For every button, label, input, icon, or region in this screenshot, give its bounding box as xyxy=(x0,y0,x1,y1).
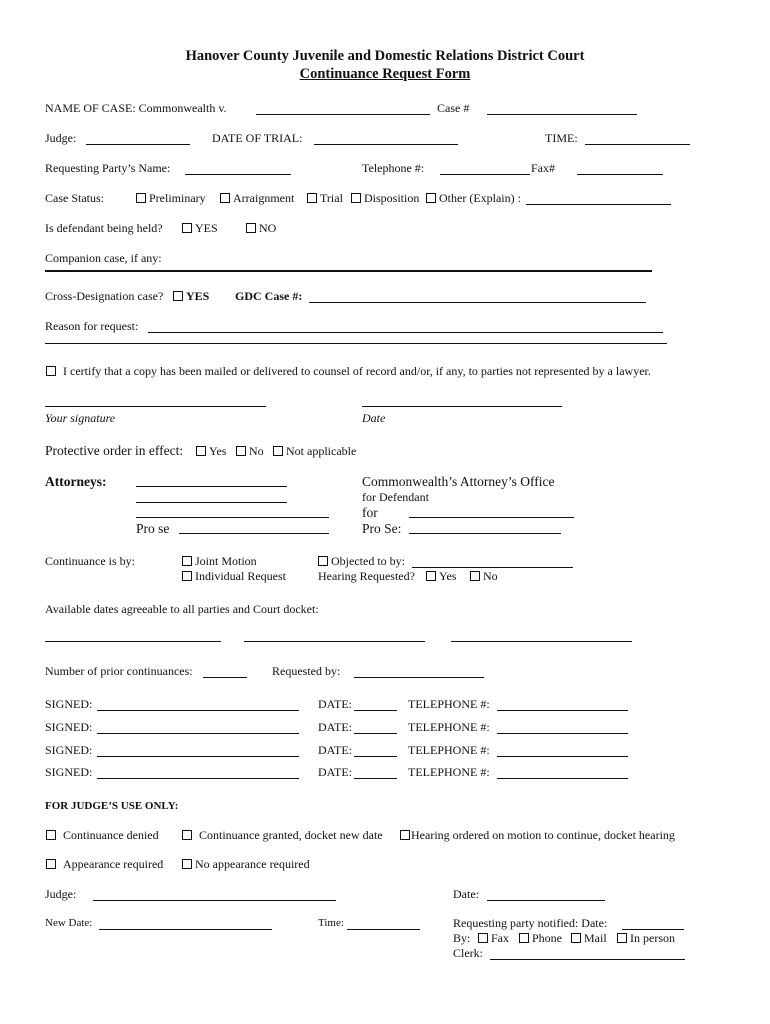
telephone-label: Telephone #: xyxy=(362,161,425,175)
option-label: In person xyxy=(630,931,675,945)
court-title: Hanover County Juvenile and Domestic Relations District Court xyxy=(185,48,585,64)
signature-date-label: Date xyxy=(362,411,386,425)
held-label: Is defendant being held? xyxy=(45,221,163,235)
option-label: No xyxy=(249,444,264,458)
option-label: Yes xyxy=(439,569,457,583)
checkbox[interactable] xyxy=(426,571,436,581)
option-label: NO xyxy=(259,221,277,235)
option-label: No appearance required xyxy=(195,857,310,871)
signed-date-field[interactable] xyxy=(354,745,397,757)
signed-telephone-field[interactable] xyxy=(497,745,628,757)
certify-row[interactable] xyxy=(46,364,651,379)
judge-sign-label: Judge: xyxy=(45,887,77,901)
reason-field-line1[interactable] xyxy=(148,321,663,333)
option-label: Fax xyxy=(491,931,509,945)
signed-field[interactable] xyxy=(97,722,299,734)
signed-field[interactable] xyxy=(97,767,299,779)
attorney-line-3[interactable] xyxy=(136,517,329,518)
judge-date-field[interactable] xyxy=(487,889,605,901)
available-dates-label: Available dates agreeable to all parties and Court docket: xyxy=(45,602,319,616)
pro-se-line[interactable] xyxy=(179,533,329,534)
signed-date-label: DATE: xyxy=(318,720,352,734)
gdc-case-label: GDC Case #: xyxy=(235,289,303,303)
form-title-text: Continuance Request Form xyxy=(299,66,471,82)
pro-se-label: Pro se xyxy=(136,521,170,536)
option-label: Yes xyxy=(209,444,227,458)
status-arraignment[interactable] xyxy=(220,191,294,206)
option-label: Joint Motion xyxy=(195,554,257,568)
by-in-person[interactable] xyxy=(617,931,675,946)
new-date-label: New Date: xyxy=(45,917,93,929)
available-date-3[interactable] xyxy=(451,641,632,642)
form-title xyxy=(0,66,770,83)
attorneys-label: Attorneys: xyxy=(45,474,107,489)
for-label: for xyxy=(362,505,378,520)
no-appearance-required[interactable] xyxy=(182,857,310,872)
gdc-case-field[interactable] xyxy=(309,291,646,303)
trial-date-label: DATE OF TRIAL: xyxy=(212,131,303,145)
party-notified-label: Requesting party notified: Date: xyxy=(453,916,608,930)
checkbox[interactable] xyxy=(46,366,56,376)
for-defendant-label: for Defendant xyxy=(362,490,429,504)
case-number-label: Case # xyxy=(437,101,470,115)
case-status-label: Case Status: xyxy=(45,191,104,205)
joint-motion[interactable] xyxy=(182,554,257,569)
signed-label: SIGNED: xyxy=(45,720,93,734)
by-mail[interactable] xyxy=(571,931,607,946)
checkbox[interactable] xyxy=(182,223,192,233)
cross-yes[interactable] xyxy=(173,289,209,304)
checkbox[interactable] xyxy=(478,933,488,943)
checkbox[interactable] xyxy=(182,830,192,840)
by-fax[interactable] xyxy=(478,931,509,946)
checkbox[interactable] xyxy=(236,446,246,456)
signature-label: Your signature xyxy=(45,411,116,425)
continuance-by-label: Continuance is by: xyxy=(45,554,135,568)
status-trial[interactable] xyxy=(307,191,343,206)
telephone-field[interactable] xyxy=(440,163,530,175)
companion-rule[interactable] xyxy=(45,270,652,272)
certify-text: I certify that a copy has been mailed or delivered to counsel of record and/or, if any, to parties not represented by a lawyer. xyxy=(63,364,651,378)
option-label: Preliminary xyxy=(149,191,206,205)
signed-label: SIGNED: xyxy=(45,743,93,757)
case-number-field[interactable] xyxy=(487,103,637,115)
available-date-1[interactable] xyxy=(45,641,221,642)
attorney-line-2[interactable] xyxy=(136,502,287,503)
available-date-2[interactable] xyxy=(244,641,425,642)
time-label: TIME: xyxy=(545,131,578,145)
checkbox[interactable] xyxy=(46,859,56,869)
checkbox[interactable] xyxy=(400,830,410,840)
protective-no[interactable] xyxy=(236,444,264,459)
checkbox[interactable] xyxy=(571,933,581,943)
individual-request[interactable] xyxy=(182,569,286,584)
judge-sign-field[interactable] xyxy=(93,889,336,901)
cross-designation-label: Cross-Designation case? xyxy=(45,289,164,303)
signed-telephone-label: TELEPHONE #: xyxy=(408,697,490,711)
pro-se-right-line[interactable] xyxy=(409,533,561,534)
protective-yes[interactable] xyxy=(196,444,226,459)
protective-na[interactable] xyxy=(273,444,356,459)
signed-telephone-field[interactable] xyxy=(497,699,628,711)
signed-date-label: DATE: xyxy=(318,697,352,711)
checkbox[interactable] xyxy=(196,446,206,456)
option-label: Appearance required xyxy=(63,857,164,871)
option-label: Trial xyxy=(320,191,343,205)
signature-line[interactable] xyxy=(45,406,266,407)
ca-office-label: Commonwealth’s Attorney’s Office xyxy=(362,474,555,489)
option-label: Phone xyxy=(532,931,562,945)
new-date-field[interactable] xyxy=(99,918,272,930)
checkbox[interactable] xyxy=(173,291,183,301)
option-label: Continuance granted, docket new date xyxy=(199,828,383,842)
hearing-no[interactable] xyxy=(470,569,498,584)
name-of-case-field[interactable] xyxy=(256,103,430,115)
checkbox[interactable] xyxy=(136,193,146,203)
other-explain-field[interactable] xyxy=(526,193,671,205)
appearance-required[interactable] xyxy=(46,857,163,872)
held-yes[interactable] xyxy=(182,221,218,236)
option-label: Continuance denied xyxy=(63,828,159,842)
clerk-label: Clerk: xyxy=(453,946,483,960)
option-label: Mail xyxy=(584,931,607,945)
hearing-yes[interactable] xyxy=(426,569,456,584)
option-label: Hearing ordered on motion to continue, docket hearing xyxy=(411,828,675,842)
signed-telephone-field[interactable] xyxy=(497,722,628,734)
option-label: Not applicable xyxy=(286,444,357,458)
signed-field[interactable] xyxy=(97,699,299,711)
protective-order-label: Protective order in effect: xyxy=(45,443,184,458)
name-of-case-label: NAME OF CASE: Commonwealth v. xyxy=(45,101,227,115)
reason-field-line2[interactable] xyxy=(45,343,667,344)
checkbox[interactable] xyxy=(182,571,192,581)
notified-by-label: By: xyxy=(453,931,471,945)
fax-field[interactable] xyxy=(577,163,663,175)
objected-to-field[interactable] xyxy=(412,556,573,568)
checkbox[interactable] xyxy=(519,933,529,943)
checkbox[interactable] xyxy=(426,193,436,203)
companion-label: Companion case, if any: xyxy=(45,251,162,265)
checkbox[interactable] xyxy=(220,193,230,203)
fax-label: Fax# xyxy=(531,161,555,175)
option-label: No xyxy=(483,569,498,583)
option-label: Arraignment xyxy=(233,191,295,205)
checkbox[interactable] xyxy=(318,556,328,566)
attorney-line-1[interactable] xyxy=(136,486,287,487)
signed-label: SIGNED: xyxy=(45,765,93,779)
trial-date-field[interactable] xyxy=(314,133,458,145)
requesting-party-label: Requesting Party’s Name: xyxy=(45,161,171,175)
signed-telephone-label: TELEPHONE #: xyxy=(408,743,490,757)
status-preliminary[interactable] xyxy=(136,191,206,206)
judge-label: Judge: xyxy=(45,131,77,145)
reason-label: Reason for request: xyxy=(45,319,139,333)
continuance-granted[interactable] xyxy=(182,828,383,843)
party-notified-date-field[interactable] xyxy=(622,918,684,930)
new-time-label: Time: xyxy=(318,917,344,929)
judge-use-heading: FOR JUDGE’S USE ONLY: xyxy=(45,800,179,812)
requesting-party-field[interactable] xyxy=(185,163,291,175)
option-label: Other (Explain) : xyxy=(439,191,521,205)
signed-date-field[interactable] xyxy=(354,767,397,779)
signed-date-label: DATE: xyxy=(318,765,352,779)
time-field[interactable] xyxy=(585,133,690,145)
checkbox[interactable] xyxy=(46,830,56,840)
prior-continuances-label: Number of prior continuances: xyxy=(45,664,193,678)
for-line[interactable] xyxy=(409,517,574,518)
checkbox[interactable] xyxy=(470,571,480,581)
checkbox[interactable] xyxy=(246,223,256,233)
checkbox[interactable] xyxy=(617,933,627,943)
signed-date-field[interactable] xyxy=(354,699,397,711)
judge-field[interactable] xyxy=(86,133,190,145)
held-no[interactable] xyxy=(246,221,276,236)
status-other[interactable] xyxy=(426,191,521,206)
signed-telephone-label: TELEPHONE #: xyxy=(408,720,490,734)
signed-date-label: DATE: xyxy=(318,743,352,757)
checkbox[interactable] xyxy=(182,556,192,566)
prior-continuances-field[interactable] xyxy=(203,666,247,678)
objected-to[interactable] xyxy=(318,554,405,569)
option-label: YES xyxy=(195,221,218,235)
requested-by-label: Requested by: xyxy=(272,664,341,678)
pro-se-right-label: Pro Se: xyxy=(362,521,402,536)
continuance-denied[interactable] xyxy=(46,828,159,843)
option-label: Individual Request xyxy=(195,569,286,583)
option-label: YES xyxy=(186,289,210,303)
option-label: Disposition xyxy=(364,191,420,205)
signed-telephone-label: TELEPHONE #: xyxy=(408,765,490,779)
clerk-field[interactable] xyxy=(490,948,685,960)
checkbox[interactable] xyxy=(273,446,283,456)
signed-date-field[interactable] xyxy=(354,722,397,734)
checkbox[interactable] xyxy=(307,193,317,203)
signed-telephone-field[interactable] xyxy=(497,767,628,779)
hearing-requested-label: Hearing Requested? xyxy=(318,569,415,583)
by-phone[interactable] xyxy=(519,931,562,946)
checkbox[interactable] xyxy=(351,193,361,203)
checkbox[interactable] xyxy=(182,859,192,869)
signed-label: SIGNED: xyxy=(45,697,93,711)
requested-by-field[interactable] xyxy=(354,666,484,678)
signature-date-line[interactable] xyxy=(362,406,562,407)
new-time-field[interactable] xyxy=(347,918,420,930)
hearing-ordered[interactable] xyxy=(400,828,675,843)
judge-date-label: Date: xyxy=(453,887,479,901)
status-disposition[interactable] xyxy=(351,191,419,206)
option-label: Objected to by: xyxy=(331,554,405,568)
signed-field[interactable] xyxy=(97,745,299,757)
